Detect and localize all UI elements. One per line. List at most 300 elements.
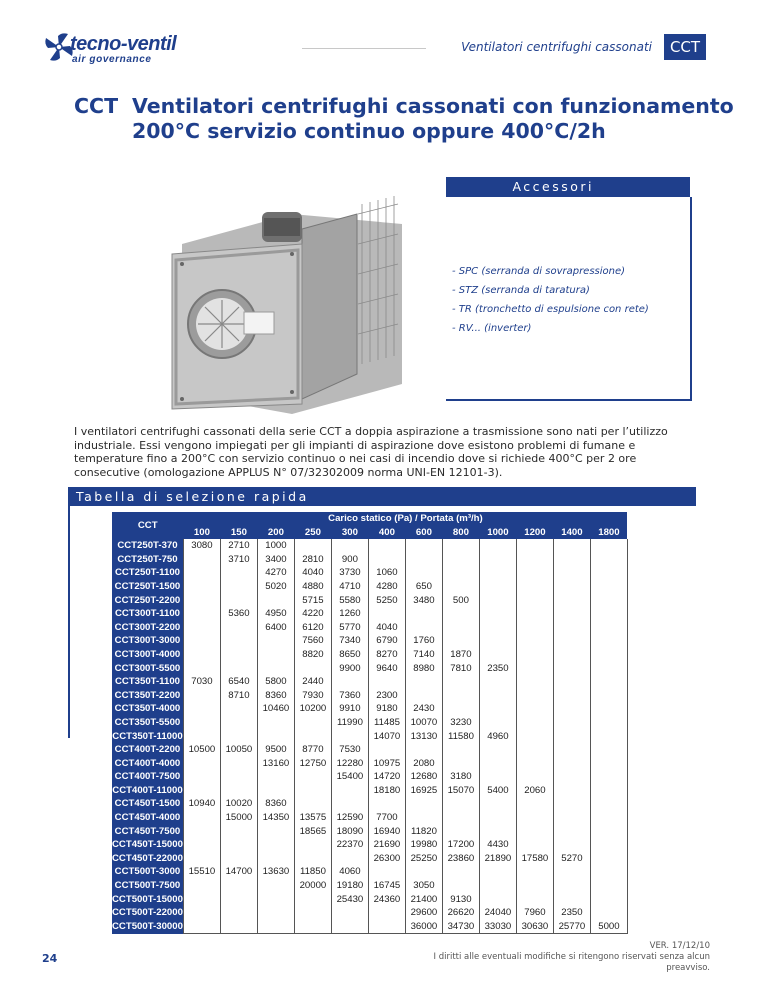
flow-cell: 5360 [220, 607, 257, 621]
flow-cell [553, 675, 590, 689]
flow-cell [220, 852, 257, 866]
flow-cell [183, 784, 220, 798]
flow-cell [220, 566, 257, 580]
model-cell: CCT250T-750 [112, 553, 183, 567]
flow-cell [294, 716, 331, 730]
header-section-title: Ventilatori centrifughi cassonati [461, 40, 652, 54]
flow-cell: 7340 [331, 634, 368, 648]
flow-cell [479, 634, 516, 648]
table-row [112, 634, 627, 648]
flow-cell [590, 553, 627, 567]
flow-cell: 3050 [405, 879, 442, 893]
model-cell: CCT250T-2200 [112, 594, 183, 608]
flow-cell [220, 634, 257, 648]
table-row [112, 757, 627, 771]
flow-cell: 14070 [368, 730, 405, 744]
flow-cell: 29600 [405, 906, 442, 920]
flow-cell [553, 757, 590, 771]
flow-cell: 13160 [257, 757, 294, 771]
flow-cell [331, 852, 368, 866]
flow-cell: 7810 [442, 662, 479, 676]
flow-cell: 6120 [294, 621, 331, 635]
flow-cell: 26620 [442, 906, 479, 920]
table-row [112, 852, 627, 866]
flow-cell: 5800 [257, 675, 294, 689]
flow-cell: 12280 [331, 757, 368, 771]
table-row [112, 594, 627, 608]
flow-cell [516, 730, 553, 744]
flow-cell [294, 852, 331, 866]
flow-cell [405, 865, 442, 879]
flow-cell [331, 675, 368, 689]
flow-cell: 1060 [368, 566, 405, 580]
table-row [112, 865, 627, 879]
pressure-header-cell: 1000 [479, 526, 516, 540]
flow-cell [516, 865, 553, 879]
flow-cell [590, 634, 627, 648]
flow-cell [442, 879, 479, 893]
table-row [112, 689, 627, 703]
flow-cell [442, 553, 479, 567]
flow-cell [479, 566, 516, 580]
flow-cell [183, 770, 220, 784]
model-cell: CCT500T-15000 [112, 893, 183, 905]
flow-cell [257, 634, 294, 648]
flow-cell: 15510 [183, 865, 220, 879]
flow-cell [553, 689, 590, 703]
flow-cell [442, 702, 479, 716]
table-row [112, 838, 627, 852]
flow-cell: 5715 [294, 594, 331, 608]
flow-cell: 4270 [257, 566, 294, 580]
flow-cell: 5020 [257, 580, 294, 594]
page-number: 24 [42, 952, 58, 965]
flow-cell: 10200 [294, 702, 331, 716]
flow-cell [257, 662, 294, 676]
flow-cell [479, 743, 516, 757]
pressure-header-cell: 250 [294, 526, 331, 540]
flow-cell: 650 [405, 580, 442, 594]
fan-product-photo [152, 184, 448, 434]
flow-cell [516, 770, 553, 784]
flow-cell [590, 852, 627, 866]
flow-cell: 5250 [368, 594, 405, 608]
flow-cell [294, 784, 331, 798]
table-row [112, 743, 627, 757]
flow-cell: 9640 [368, 662, 405, 676]
model-cell: CCT250T-1100 [112, 566, 183, 580]
flow-cell [590, 865, 627, 879]
flow-cell [183, 689, 220, 703]
table-row [112, 906, 627, 920]
flow-cell: 4880 [294, 580, 331, 594]
flow-cell: 3400 [257, 553, 294, 567]
flow-cell: 7530 [331, 743, 368, 757]
model-cell: CCT300T-5500 [112, 662, 183, 676]
flow-cell: 19180 [331, 879, 368, 893]
flow-cell [442, 689, 479, 703]
pressure-header-cell: 1400 [553, 526, 590, 540]
flow-cell [442, 675, 479, 689]
flow-cell [479, 879, 516, 893]
page-title [74, 94, 734, 144]
accessory-item: - TR (tronchetto di espulsione con rete) [452, 304, 649, 315]
flow-cell: 10070 [405, 716, 442, 730]
flow-cell [220, 893, 257, 907]
pressure-header-cell: 150 [220, 526, 257, 540]
table-row [112, 648, 627, 662]
table-row [112, 607, 627, 621]
flow-cell [220, 770, 257, 784]
flow-cell: 4710 [331, 580, 368, 594]
flow-cell [294, 662, 331, 676]
flow-cell [590, 838, 627, 852]
flow-cell [516, 607, 553, 621]
flow-cell: 10940 [183, 797, 220, 811]
flow-cell [257, 770, 294, 784]
flow-cell: 8360 [257, 797, 294, 811]
model-cell: CCT500T-7500 [112, 879, 183, 893]
flow-cell: 25430 [331, 893, 368, 907]
flow-cell: 23860 [442, 852, 479, 866]
flow-cell [331, 906, 368, 920]
flow-cell: 10050 [220, 743, 257, 757]
flow-cell [183, 566, 220, 580]
flow-cell: 15000 [220, 811, 257, 825]
flow-cell [294, 906, 331, 920]
flow-cell: 7930 [294, 689, 331, 703]
flow-cell: 22370 [331, 838, 368, 852]
flow-cell [479, 607, 516, 621]
flow-cell [257, 594, 294, 608]
flow-cell [516, 838, 553, 852]
flow-cell: 10500 [183, 743, 220, 757]
flow-cell [553, 838, 590, 852]
flow-cell: 2430 [405, 702, 442, 716]
flow-cell [183, 838, 220, 852]
flow-cell: 7360 [331, 689, 368, 703]
model-cell: CCT300T-3000 [112, 634, 183, 648]
flow-cell [553, 770, 590, 784]
table-row [112, 893, 627, 907]
selection-table-body [112, 539, 627, 934]
flow-cell [442, 621, 479, 635]
table-row [112, 730, 627, 744]
table-row [112, 662, 627, 676]
flow-cell [516, 553, 553, 567]
flow-cell: 1260 [331, 607, 368, 621]
flow-cell: 10975 [368, 757, 405, 771]
flow-cell: 16745 [368, 879, 405, 893]
flow-cell: 900 [331, 553, 368, 567]
page-title-line2: 200°C servizio continuo oppure 400°C/2h [132, 119, 606, 143]
pressure-header-cell: 1800 [590, 526, 627, 540]
flow-cell [183, 621, 220, 635]
flow-cell [405, 689, 442, 703]
rights-notice: I diritti alle eventuali modifiche si ritengono riservati senza alcun preavviso. [433, 952, 710, 973]
flow-cell [590, 580, 627, 594]
flow-cell: 8360 [257, 689, 294, 703]
flow-cell: 1760 [405, 634, 442, 648]
flow-cell [331, 797, 368, 811]
flow-cell [516, 594, 553, 608]
flow-cell [553, 634, 590, 648]
model-cell: CCT300T-1100 [112, 607, 183, 621]
flow-cell: 4060 [331, 865, 368, 879]
page-title-line1: Ventilatori centrifughi cassonati con funzionamento [132, 94, 734, 118]
flow-cell: 18565 [294, 825, 331, 839]
flow-cell: 16925 [405, 784, 442, 798]
flow-cell: 18180 [368, 784, 405, 798]
flow-cell [590, 906, 627, 920]
flow-cell [220, 920, 257, 934]
flow-cell: 16940 [368, 825, 405, 839]
flow-cell: 3480 [405, 594, 442, 608]
flow-cell: 17580 [516, 852, 553, 866]
flow-cell [331, 730, 368, 744]
flow-cell: 7560 [294, 634, 331, 648]
model-cell: CCT400T-7500 [112, 770, 183, 784]
flow-cell [553, 716, 590, 730]
flow-cell [442, 797, 479, 811]
flow-cell [479, 797, 516, 811]
flow-cell [183, 825, 220, 839]
flow-cell [479, 702, 516, 716]
flow-cell [183, 757, 220, 771]
flow-cell: 14350 [257, 811, 294, 825]
flow-cell [183, 716, 220, 730]
flow-cell: 11820 [405, 825, 442, 839]
flow-cell: 6540 [220, 675, 257, 689]
flow-cell [516, 634, 553, 648]
flow-cell [479, 648, 516, 662]
flow-cell: 21400 [405, 893, 442, 907]
flow-cell: 17200 [442, 838, 479, 852]
table-row [112, 539, 627, 553]
flow-cell [368, 553, 405, 567]
flow-cell [183, 607, 220, 621]
flow-cell: 4950 [257, 607, 294, 621]
flow-cell [553, 621, 590, 635]
flow-cell [183, 634, 220, 648]
selection-table-rule [68, 506, 70, 738]
flow-cell: 8820 [294, 648, 331, 662]
flow-cell [220, 825, 257, 839]
flow-cell [368, 906, 405, 920]
flow-cell: 11850 [294, 865, 331, 879]
flow-cell: 36000 [405, 920, 442, 934]
flow-cell [479, 539, 516, 553]
flow-cell: 10020 [220, 797, 257, 811]
selection-table [112, 512, 628, 934]
flow-cell [368, 920, 405, 934]
flow-cell: 14700 [220, 865, 257, 879]
flow-cell [220, 757, 257, 771]
flow-cell: 4040 [294, 566, 331, 580]
model-cell: CCT500T-3000 [112, 865, 183, 879]
flow-cell: 3710 [220, 553, 257, 567]
pressure-header-cell: 200 [257, 526, 294, 540]
selection-table-heading: Tabella di selezione rapida [76, 489, 309, 504]
flow-cell [479, 553, 516, 567]
model-cell: CCT350T-11000 [112, 730, 183, 742]
flow-cell: 8980 [405, 662, 442, 676]
flow-cell: 26300 [368, 852, 405, 866]
logo-name: tecno-ventil [70, 33, 177, 55]
flow-cell: 5400 [479, 784, 516, 798]
model-cell: CCT400T-4000 [112, 757, 183, 771]
flow-cell: 8270 [368, 648, 405, 662]
table-row [112, 825, 627, 839]
flow-cell: 3180 [442, 770, 479, 784]
flow-cell [553, 648, 590, 662]
table-row [112, 784, 627, 798]
flow-cell [257, 784, 294, 798]
flow-cell: 2440 [294, 675, 331, 689]
flow-cell [442, 634, 479, 648]
table-row [112, 811, 627, 825]
flow-cell [331, 539, 368, 553]
flow-cell [479, 757, 516, 771]
flow-cell [183, 879, 220, 893]
model-cell: CCT350T-5500 [112, 716, 183, 730]
flow-cell: 24040 [479, 906, 516, 920]
flow-cell [331, 784, 368, 798]
flow-cell [183, 580, 220, 594]
flow-cell [442, 811, 479, 825]
flow-cell [590, 539, 627, 553]
flow-cell [220, 621, 257, 635]
flow-cell [368, 539, 405, 553]
flow-cell [220, 580, 257, 594]
flow-cell [405, 811, 442, 825]
flow-cell [553, 797, 590, 811]
model-cell: CCT400T-11000 [112, 784, 183, 796]
flow-cell [590, 730, 627, 744]
model-cell: CCT500T-30000 [112, 921, 183, 933]
flow-cell [553, 607, 590, 621]
model-column-header: CCT [112, 512, 183, 539]
flow-cell [590, 811, 627, 825]
flow-cell [331, 920, 368, 934]
flow-cell [516, 879, 553, 893]
flow-cell: 2080 [405, 757, 442, 771]
flow-cell [590, 648, 627, 662]
footer-notes [400, 941, 710, 974]
flow-cell [479, 675, 516, 689]
flow-cell [220, 702, 257, 716]
flow-cell: 5580 [331, 594, 368, 608]
flow-cell [516, 716, 553, 730]
flow-cell: 30630 [516, 920, 553, 934]
pressure-group-header: Carico statico (Pa) / Portata (m³/h) [183, 512, 627, 526]
flow-cell: 9900 [331, 662, 368, 676]
flow-cell [183, 852, 220, 866]
flow-cell: 9500 [257, 743, 294, 757]
flow-cell [516, 825, 553, 839]
accessory-item: - SPC (serranda di sovrapressione) [452, 266, 626, 277]
flow-cell [553, 702, 590, 716]
model-cell: CCT250T-370 [112, 539, 183, 553]
model-cell: CCT350T-2200 [112, 689, 183, 703]
flow-cell: 5000 [590, 920, 627, 934]
table-row [112, 797, 627, 811]
flow-cell [442, 757, 479, 771]
flow-cell [479, 716, 516, 730]
flow-cell: 8770 [294, 743, 331, 757]
flow-cell: 15070 [442, 784, 479, 798]
pressure-header-cell: 1200 [516, 526, 553, 540]
flow-cell [257, 879, 294, 893]
flow-cell [553, 662, 590, 676]
flow-cell [479, 621, 516, 635]
flow-cell [553, 784, 590, 798]
header-section-badge: CCT [664, 34, 706, 60]
flow-cell [183, 702, 220, 716]
flow-cell [516, 648, 553, 662]
flow-cell [405, 675, 442, 689]
flow-cell [516, 797, 553, 811]
model-cell: CCT450T-1500 [112, 797, 183, 811]
flow-cell [368, 607, 405, 621]
flow-cell: 21690 [368, 838, 405, 852]
product-description: I ventilatori centrifughi cassonati della serie CCT a doppia aspirazione a trasmissione sono nati per l’utilizzo industriale. Essi vengono impiegati per gli impianti di aspirazione dove esistono problemi di fumane e temperature fino a 200°C con servizio continuo o nei casi di incendio dove si richiede 400°C per 2 ore consecutive (omologazione APPLUS N° 07/32302009 norma UNI-EN 12101-3). [74, 425, 668, 479]
flow-cell: 9130 [442, 893, 479, 907]
flow-cell [368, 797, 405, 811]
flow-cell [183, 648, 220, 662]
flow-cell [553, 580, 590, 594]
table-row [112, 879, 627, 893]
flow-cell [590, 716, 627, 730]
accessory-item: - STZ (serranda di taratura) [452, 285, 590, 296]
accessories-list [452, 262, 692, 338]
flow-cell: 13575 [294, 811, 331, 825]
flow-cell [294, 893, 331, 907]
pressure-header-cell: 600 [405, 526, 442, 540]
flow-cell: 7140 [405, 648, 442, 662]
flow-cell: 9910 [331, 702, 368, 716]
flow-cell: 34730 [442, 920, 479, 934]
flow-cell [590, 607, 627, 621]
flow-cell: 5270 [553, 852, 590, 866]
flow-cell [257, 920, 294, 934]
flow-cell [553, 865, 590, 879]
flow-cell [590, 770, 627, 784]
flow-cell [590, 825, 627, 839]
pressure-header-cell: 400 [368, 526, 405, 540]
model-cell: CCT450T-15000 [112, 839, 183, 851]
flow-cell [553, 811, 590, 825]
table-row [112, 716, 627, 730]
flow-cell [516, 757, 553, 771]
flow-cell [294, 797, 331, 811]
flow-cell [405, 743, 442, 757]
flow-cell: 12750 [294, 757, 331, 771]
model-cell: CCT300T-4000 [112, 648, 183, 662]
flow-cell: 18090 [331, 825, 368, 839]
flow-cell [516, 621, 553, 635]
flow-cell [516, 566, 553, 580]
flow-cell [553, 879, 590, 893]
flow-cell: 19980 [405, 838, 442, 852]
flow-cell: 33030 [479, 920, 516, 934]
flow-cell: 13130 [405, 730, 442, 744]
flow-cell [479, 811, 516, 825]
flow-cell [479, 865, 516, 879]
flow-cell [442, 865, 479, 879]
flow-cell [442, 580, 479, 594]
flow-cell [183, 893, 220, 907]
